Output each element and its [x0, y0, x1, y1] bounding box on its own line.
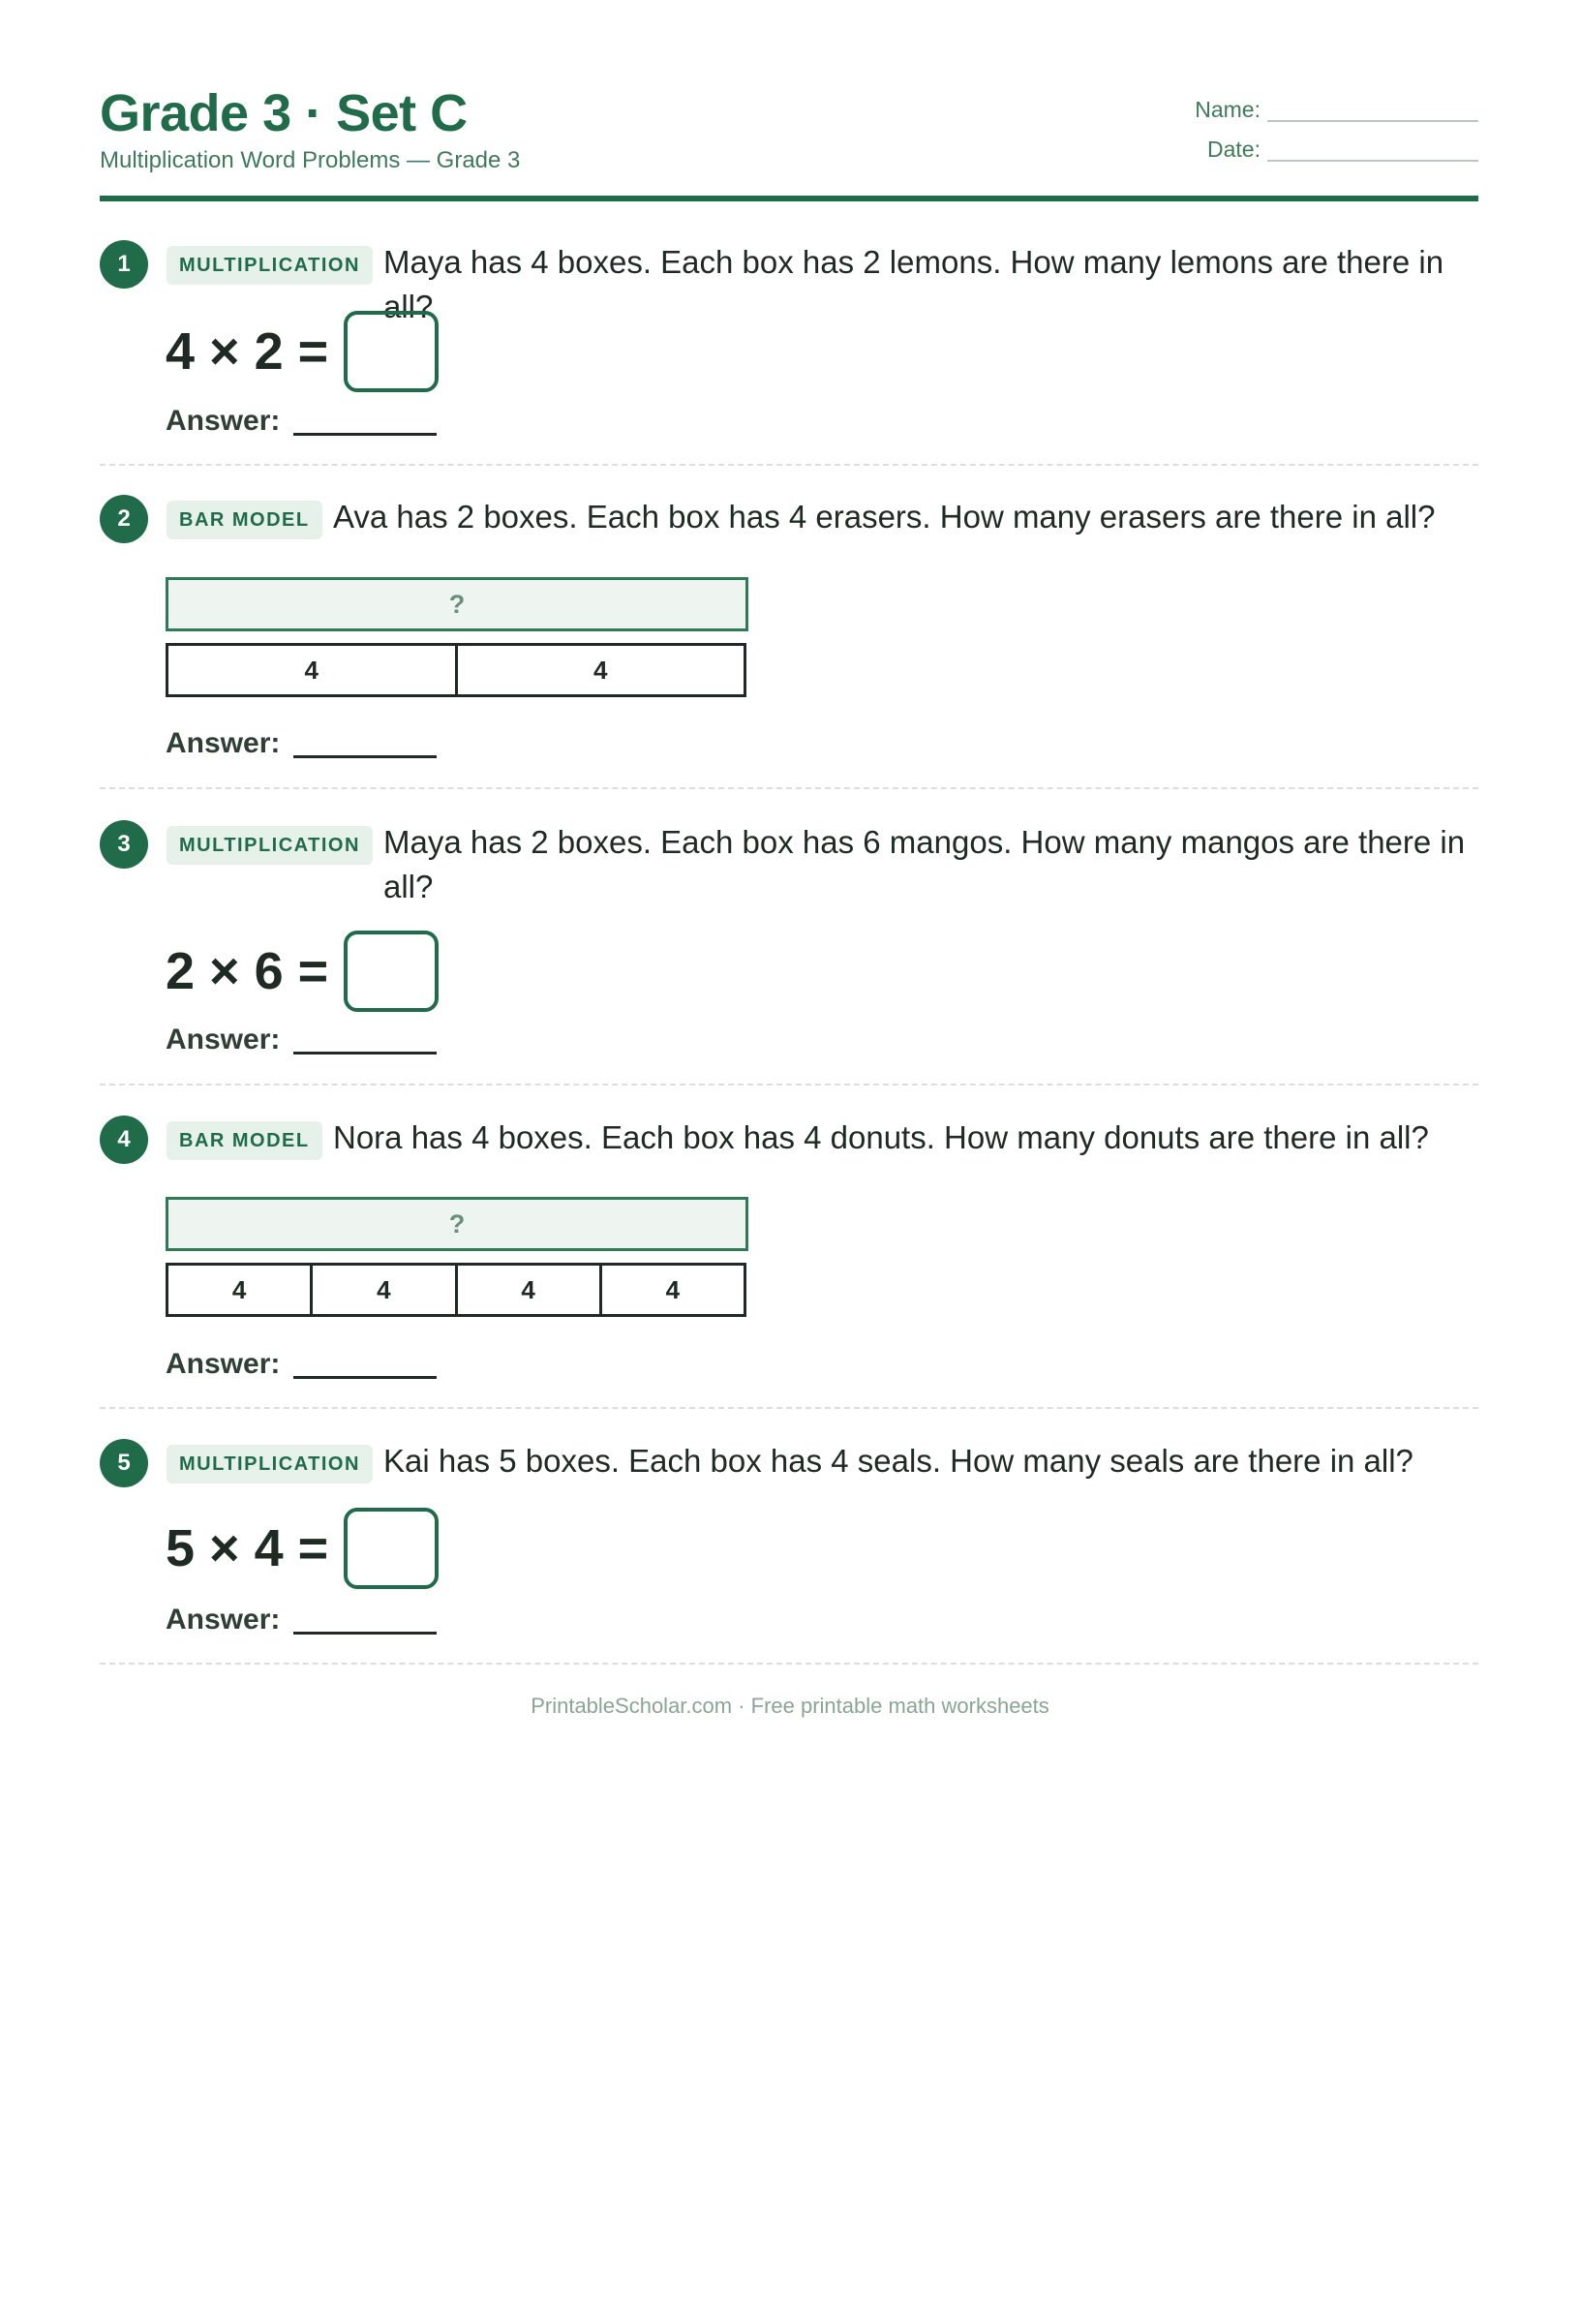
answer-row	[166, 405, 437, 438]
problem-text: Maya has 4 boxes. Each box has 2 lemons. How many lemons are there in all?	[383, 244, 1444, 324]
problem-divider	[100, 787, 1478, 789]
answer-blank[interactable]	[293, 755, 437, 758]
equation-text: 5 × 4 =	[166, 1519, 329, 1577]
problem-tag: MULTIPLICATION	[167, 1445, 373, 1483]
problem-tag: MULTIPLICATION	[167, 246, 373, 285]
problem-1	[100, 240, 1478, 443]
equation	[166, 1509, 439, 1588]
problem-2	[100, 495, 1478, 766]
answer-blank[interactable]	[293, 433, 437, 436]
problem-divider	[100, 1407, 1478, 1409]
equation-text: 2 × 6 =	[166, 942, 329, 1000]
answer-label: Answer:	[166, 1024, 281, 1055]
answer-row	[166, 1604, 437, 1636]
problem-text: Maya has 2 boxes. Each box has 6 mangos. How many mangos are there in all?	[383, 824, 1466, 904]
bar-total: ?	[166, 1197, 748, 1251]
problem-text: Kai has 5 boxes. Each box has 4 seals. How many seals are there in all?	[383, 1443, 1413, 1479]
bar-model	[166, 577, 746, 697]
problem-text: Nora has 4 boxes. Each box has 4 donuts. How many donuts are there in all?	[333, 1119, 1429, 1155]
equation	[166, 932, 439, 1011]
bar-part: 4	[166, 643, 458, 697]
problem-3	[100, 820, 1478, 1062]
answer-blank[interactable]	[293, 1632, 437, 1635]
problem-tag: BAR MODEL	[167, 501, 322, 539]
problem-divider	[100, 1084, 1478, 1086]
problem-5	[100, 1439, 1478, 1642]
problem-4	[100, 1116, 1478, 1387]
bar-parts	[166, 1263, 746, 1317]
bar-model	[166, 1197, 746, 1317]
answer-box[interactable]	[344, 931, 439, 1012]
bar-part: 4	[599, 1263, 746, 1317]
name-field[interactable]	[1188, 95, 1478, 128]
bar-part: 4	[455, 643, 747, 697]
problem-divider	[100, 1663, 1478, 1665]
name-label: Name:	[1195, 97, 1261, 122]
date-field[interactable]	[1188, 135, 1478, 168]
equation	[166, 312, 439, 391]
answer-box[interactable]	[344, 1508, 439, 1589]
worksheet-header	[100, 81, 1478, 201]
problem-divider	[100, 464, 1478, 466]
answer-label: Answer:	[166, 405, 281, 437]
date-line[interactable]	[1267, 160, 1478, 162]
bar-part: 4	[455, 1263, 602, 1317]
equation-text: 4 × 2 =	[166, 322, 329, 381]
problem-tag: MULTIPLICATION	[167, 826, 373, 865]
bar-total: ?	[166, 577, 748, 631]
answer-blank[interactable]	[293, 1376, 437, 1379]
page-subtitle: Multiplication Word Problems — Grade 3	[100, 147, 521, 173]
problem-number: 4	[100, 1116, 148, 1164]
date-label: Date:	[1207, 137, 1261, 162]
answer-label: Answer:	[166, 1604, 281, 1636]
answer-row	[166, 1024, 437, 1056]
bar-parts	[166, 643, 746, 697]
page-footer: PrintableScholar.com · Free printable math worksheets	[531, 1694, 1049, 1718]
bar-part: 4	[166, 1263, 313, 1317]
problem-number: 3	[100, 820, 148, 869]
answer-box[interactable]	[344, 311, 439, 392]
problem-number: 2	[100, 495, 148, 543]
problem-tag: BAR MODEL	[167, 1121, 322, 1160]
bar-part: 4	[310, 1263, 457, 1317]
answer-row	[166, 727, 437, 760]
problem-number: 1	[100, 240, 148, 289]
answer-label: Answer:	[166, 1348, 281, 1380]
problem-number: 5	[100, 1439, 148, 1487]
name-line[interactable]	[1267, 120, 1478, 122]
answer-row	[166, 1348, 437, 1381]
answer-label: Answer:	[166, 727, 281, 759]
page-title: Grade 3 · Set C	[100, 84, 468, 142]
problem-text: Ava has 2 boxes. Each box has 4 erasers. How many erasers are there in all?	[333, 499, 1436, 535]
answer-blank[interactable]	[293, 1052, 437, 1055]
